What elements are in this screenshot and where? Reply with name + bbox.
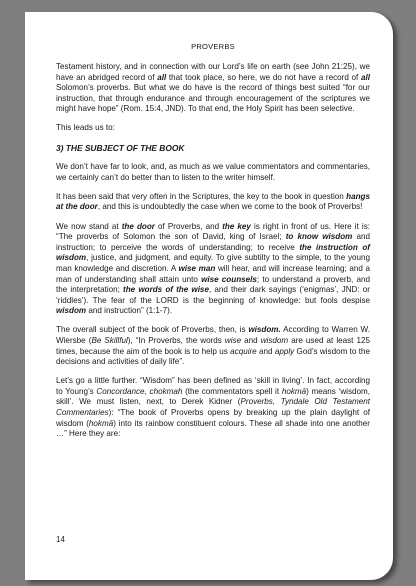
paragraph [56,162,370,183]
text-run: God’s wisdom to the decisions and activities of daily life”. [56,346,370,367]
text-run: This leads us to: [56,123,115,133]
emphasis-text: hokmā [88,418,114,428]
text-run: , and this is undoubtedly the case when we come to the book of Proverbs! [97,202,363,212]
paragraph [56,376,370,440]
paragraph [56,62,370,115]
text-run: and [241,335,261,345]
text-run: ; to understand a proverb, and the interpretation; [56,274,370,295]
emphasis-text: the key [222,221,251,231]
text-run: , and their dark sayings (‘enigmas’, JND: or ‘riddles’). The fear of the LORD is the beginning of knowledge: but fools despise [56,285,370,305]
emphasis-text: chokmah [149,386,183,396]
emphasis-text: to know wisdom [285,232,353,242]
emphasis-text: the instruction of wisdom [56,242,371,263]
text-run: ) means ‘wisdom, skill’. We must listen, next, to Derek Kidner ( [56,386,371,407]
text-run: The overall subject of the book of Proverbs, then, is [56,325,249,335]
text-run: ), “In Proverbs, the words [127,335,225,345]
text-run: We don’t have far to look, and, as much as we value commentators and commentaries, we certainly can’t do better than to listen to the writer himself. [56,162,370,182]
emphasis-text: wise man [178,263,216,273]
text-run: ): “The book of Proverbs opens by breaking up the plain daylight of wisdom ( [56,408,370,428]
emphasis-text: wisdom [260,335,289,345]
emphasis-text: the door [121,221,155,231]
text-run: and instruction” (1:1-7). [86,306,173,316]
emphasis-text: Proverbs, Tyndale Old Testament Commentaries [56,397,370,418]
emphasis-text: Concordance [96,386,145,396]
emphasis-text: Be Skillful [91,335,128,345]
page-number: 14 [56,535,65,544]
paragraph [56,325,370,367]
emphasis-text: wise counsels [201,274,257,284]
emphasis-text: wise [224,335,242,345]
paragraph [56,123,370,134]
text-run: Solomon’s proverbs. But what we do have is the record of things best suited “for our instruction, that through endurance and through encouragement of the scriptures we might have hope” (Rom. 15:4, JND). To that end, the Holy Spirit has been selective. [56,83,370,114]
text-run: We now stand at [56,221,122,231]
text-run: (the commentators spell it [182,386,282,396]
emphasis-text: apply [274,346,295,356]
book-page [25,12,393,580]
emphasis-text: hokmā [281,386,307,396]
text-run: , [144,386,150,396]
text-run: Let’s go a little further. “Wisdom” has been defined as ‘skill in living’. In fact, according to Young’s [56,376,370,396]
text-run: It has been said that very often in the Scriptures, the key to the book in question [56,191,347,201]
text-run: According to Warren W. Wiersbe ( [56,325,370,345]
text-run: of Proverbs, and [154,221,223,231]
emphasis-text: acquire [230,346,257,356]
paragraph [56,222,370,317]
emphasis-text: all [360,72,370,82]
text-run: are used at least 125 times, because the aim of the book is to help us [56,335,370,356]
text-run: Testament history, and in connection with our Lord’s life on earth (see John 21:25), we have an abridged record of [56,62,370,82]
text-run: , justice, and judgment, and equity. To give subtilty to the simple, to the young man knowledge and discretion. A [56,253,370,273]
text-run: and [256,346,275,356]
emphasis-text: wisdom. [248,325,281,335]
emphasis-text: the words of the wise [123,285,209,295]
text-run: and instruction; to perceive the words of understanding; to receive [56,232,370,252]
emphasis-text: wisdom [56,306,87,316]
text-run: is right in front of us. Here it is: “The proverbs of Solomon the son of David, king of Israel; [56,221,370,242]
emphasis-text: hangs at the door [56,191,370,212]
text-run: that took place, so here, we do not have a record of [166,72,361,82]
text-run: will hear, and will increase learning; and a man of understanding shall attain unto [56,263,370,284]
section-heading: 3) THE SUBJECT OF THE BOOK [56,142,185,153]
text-run: ) into its rainbow constituent colours. These all shade into one another …” Here they are: [56,418,370,439]
emphasis-text: all [157,72,167,82]
paragraph [56,192,370,213]
running-head: PROVERBS [191,42,235,51]
